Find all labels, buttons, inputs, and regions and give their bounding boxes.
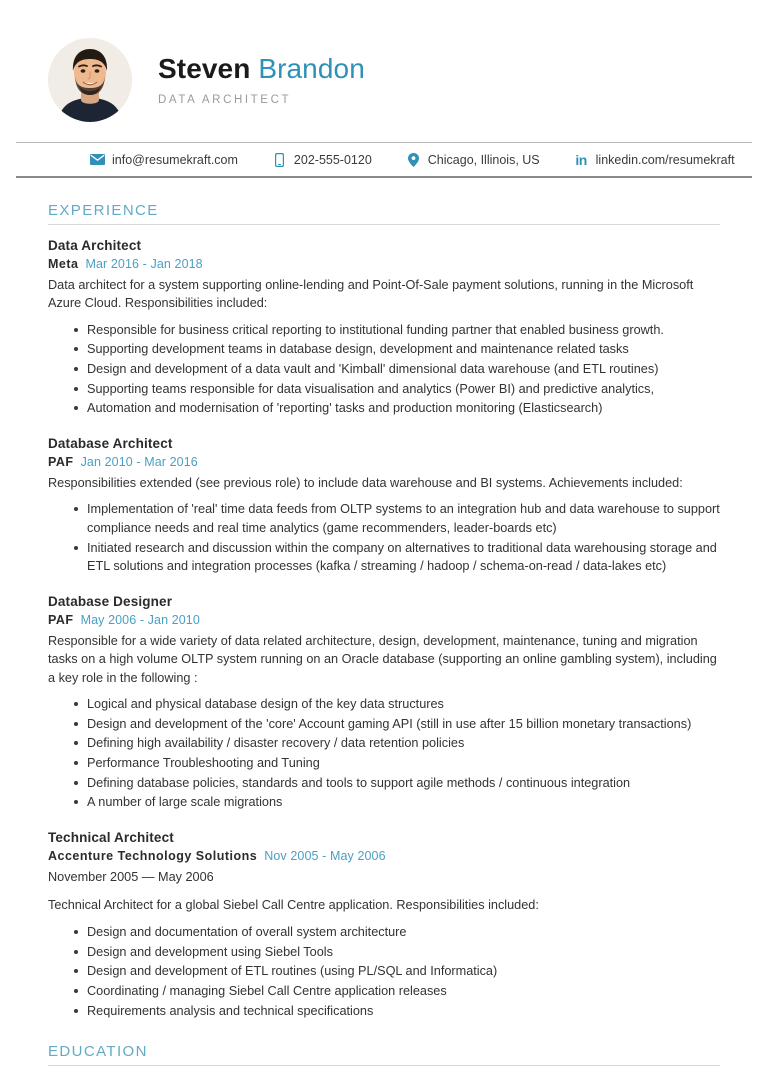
bullet-item: Defining high availability / disaster recovery / data retention policies bbox=[74, 734, 720, 753]
entry-bullets bbox=[48, 923, 720, 1020]
bullet-item: Responsible for business critical reporting to institutional funding partner that enabled business growth. bbox=[74, 321, 720, 340]
experience-entry bbox=[48, 594, 720, 812]
bullet-item: Design and development using Siebel Tools bbox=[74, 943, 720, 962]
resume-body bbox=[0, 178, 768, 1066]
entry-summary: November 2005 — May 2006 bbox=[48, 870, 214, 885]
entry-dates: Nov 2005 - May 2006 bbox=[264, 849, 386, 864]
entry-role: Technical Architect bbox=[48, 830, 174, 846]
entry-bullets bbox=[48, 321, 720, 418]
entry-company: Meta bbox=[48, 257, 79, 271]
linkedin-icon: in bbox=[575, 151, 587, 168]
bullet-item: Design and documentation of overall system architecture bbox=[74, 923, 720, 942]
bullet-item: Automation and modernisation of 'reporting' tasks and production monitoring (Elasticsearch) bbox=[74, 399, 720, 418]
entry-summary: Responsible for a wide variety of data related architecture, design, development, maintenance, tuning and migration tasks on a high volume OLTP system running on an Oracle database (supporting an online gambling system), including a key role in the following : bbox=[48, 633, 717, 685]
entry-meta bbox=[48, 848, 720, 865]
contact-linkedin-text: linkedin.com/resumekraft bbox=[595, 152, 735, 167]
contact-email-text: info@resumekraft.com bbox=[112, 152, 238, 167]
contact-item-phone[interactable] bbox=[272, 152, 372, 167]
section-title-education: EDUCATION bbox=[48, 1043, 148, 1061]
section-education bbox=[48, 1043, 720, 1066]
entry-summary: Data architect for a system supporting online-lending and Point-Of-Sale payment solutions, running in the Microsoft Azure Cloud. Responsibilities included: bbox=[48, 277, 694, 311]
entry-note: Technical Architect for a global Siebel Call Centre application. Responsibilities included: bbox=[48, 898, 539, 913]
phone-icon bbox=[272, 152, 287, 167]
contact-bar bbox=[16, 143, 752, 176]
bullet-item: Coordinating / managing Siebel Call Centre application releases bbox=[74, 982, 720, 1001]
contact-item-location[interactable] bbox=[406, 152, 540, 167]
entry-meta bbox=[48, 454, 720, 471]
entry-company: Accenture Technology Solutions bbox=[48, 849, 258, 864]
entry-dates: Mar 2016 - Jan 2018 bbox=[85, 257, 203, 271]
avatar bbox=[48, 38, 132, 122]
bullet-item: Design and development of the 'core' Account gaming API (still in use after 15 billion monetary transactions) bbox=[74, 715, 720, 734]
job-title: DATA ARCHITECT bbox=[158, 93, 292, 106]
bullet-item: Supporting teams responsible for data visualisation and analytics (Power BI) and predictive analytics, bbox=[74, 380, 720, 399]
entry-role: Database Architect bbox=[48, 436, 173, 452]
entry-bullets bbox=[48, 695, 720, 812]
bullet-item: Design and development of ETL routines (using PL/SQL and Informatica) bbox=[74, 962, 720, 981]
section-rule-experience bbox=[48, 224, 720, 225]
bullet-item: Logical and physical database design of the key data structures bbox=[74, 695, 720, 714]
contact-item-linkedin[interactable] bbox=[574, 152, 735, 167]
last-name: Brandon bbox=[258, 53, 365, 85]
bullet-item: Design and development of a data vault and 'Kimball' dimensional data warehouse (and ETL routines) bbox=[74, 360, 720, 379]
contact-item-email[interactable] bbox=[90, 152, 238, 167]
entry-meta bbox=[48, 256, 720, 273]
contact-location-text: Chicago, Illinois, US bbox=[427, 152, 540, 167]
first-name: Steven bbox=[158, 53, 251, 85]
experience-entry bbox=[48, 830, 720, 1020]
entry-dates: Jan 2010 - Mar 2016 bbox=[80, 455, 198, 470]
entry-role: Database Designer bbox=[48, 594, 173, 610]
bullet-item: A number of large scale migrations bbox=[74, 793, 720, 812]
entry-company: PAF bbox=[48, 613, 74, 628]
entry-bullets bbox=[48, 500, 720, 576]
bullet-item: Supporting development teams in database design, development and maintenance related tasks bbox=[74, 340, 720, 359]
bullet-item: Implementation of 'real' time data feeds from OLTP systems to an integration hub and data warehouse to support compliance needs and real time analytics (game recommenders, leader-boards etc) bbox=[74, 500, 720, 537]
entry-dates: May 2006 - Jan 2010 bbox=[80, 613, 200, 628]
full-name bbox=[158, 54, 365, 85]
experience-entry bbox=[48, 238, 720, 418]
bullet-item: Defining database policies, standards and tools to support agile methods / continuous integration bbox=[74, 774, 720, 793]
bullet-item: Performance Troubleshooting and Tuning bbox=[74, 754, 720, 773]
bullet-item: Initiated research and discussion within the company on alternatives to traditional data warehousing storage and ETL solutions and integration processes (kafka / streaming / hadoop / schema-on-read / data-lakes etc) bbox=[74, 539, 720, 576]
section-title-experience: EXPERIENCE bbox=[48, 202, 159, 219]
experience-entry bbox=[48, 436, 720, 576]
contact-phone-text: 202-555-0120 bbox=[293, 152, 372, 167]
identity-block bbox=[158, 54, 365, 106]
location-pin-icon bbox=[406, 152, 421, 167]
entry-summary: Responsibilities extended (see previous role) to include data warehouse and BI systems. Achievements included: bbox=[48, 475, 683, 490]
email-icon bbox=[90, 152, 105, 167]
bullet-item: Requirements analysis and technical specifications bbox=[74, 1002, 720, 1021]
entry-role: Data Architect bbox=[48, 238, 142, 253]
resume-header bbox=[0, 0, 768, 132]
section-rule-education bbox=[48, 1065, 720, 1066]
entry-meta bbox=[48, 612, 720, 629]
entry-company: PAF bbox=[48, 455, 74, 470]
section-experience bbox=[48, 202, 720, 1020]
